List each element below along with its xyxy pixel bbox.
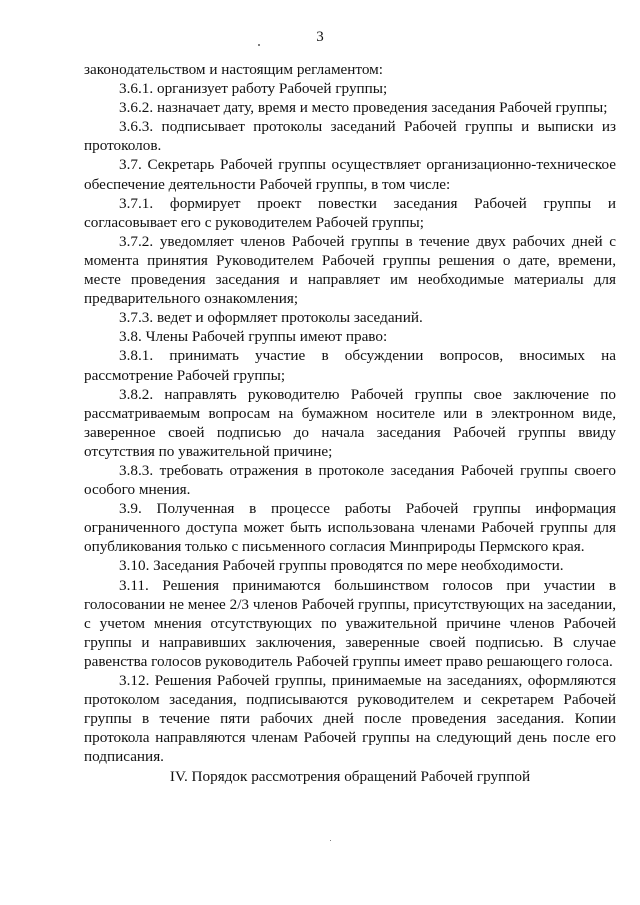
paragraph-3-7-1: 3.7.1. формирует проект повестки заседания Рабочей группы и согласовывает его с руководителем Рабочей группы; [84, 194, 616, 231]
page-number: 3 [316, 29, 324, 45]
paragraph-3-7: 3.7. Секретарь Рабочей группы осуществляет организационно-техническое обеспечение деятельности Рабочей группы, в том числе: [84, 156, 616, 193]
paragraph-continuation: законодательством и настоящим регламентом: [84, 61, 383, 78]
document-body [84, 60, 616, 787]
paragraph-3-8-1: 3.8.1. принимать участие в обсуждении вопросов, вносимых на рассмотрение Рабочей группы; [84, 347, 616, 384]
scan-speck [330, 840, 331, 841]
paragraph-3-11: 3.11. Решения принимаются большинством голосов при участии в голосовании не менее 2/3 членов Рабочей группы, присутствующих на заседании, с учетом мнения отсутствующих по уважительной причине членов Рабочей группы и направивших заключения, заверенные своей подписью. В случае равенства голосов руководитель Рабочей группы имеет право решающего голоса. [84, 576, 616, 670]
paragraph-3-9: 3.9. Полученная в процессе работы Рабочей группы информация ограниченного доступа может быть использована членами Рабочей группы для опубликования только с письменного согласия Минприроды Пермского края. [84, 500, 616, 556]
paragraph-3-7-2: 3.7.2. уведомляет членов Рабочей группы в течение двух рабочих дней с момента принятия Руководителем Рабочей группы решения о дате, времени, месте проведения заседания и направляет им необходимые материалы для предварительного ознакомления; [84, 232, 616, 308]
paragraph-3-6-2: 3.6.2. назначает дату, время и место проведения заседания Рабочей группы; [119, 99, 608, 117]
paragraph-3-8-2: 3.8.2. направлять руководителю Рабочей группы свое заключение по рассматриваемым вопросам на бумажном носителе или в электронном виде, заверенное своей подписью до начала заседания Рабочей группы ввиду отсутствия по уважительной причине; [84, 385, 616, 460]
paragraph-3-7-3: 3.7.3. ведет и оформляет протоколы заседаний. [119, 309, 423, 327]
paragraph-3-8-3: 3.8.3. требовать отражения в протоколе заседания Рабочей группы своего особого мнения. [84, 461, 616, 499]
section-heading: IV. Порядок рассмотрения обращений Рабочей группой [169, 768, 531, 786]
paragraph-3-12: 3.12. Решения Рабочей группы, принимаемые на заседаниях, оформляются протоколом заседания, подписываются руководителем и секретарем Рабочей группы в течение пяти рабочих дней после проведения заседания. Копии протокола направляются членам Рабочей группы на следующий день после его подписания. [84, 672, 616, 766]
paragraph-3-10: 3.10. Заседания Рабочей группы проводятся по мере необходимости. [119, 557, 564, 575]
paragraph-3-6-3: 3.6.3. подписывает протоколы заседаний Рабочей группы и выписки из протоколов. [84, 118, 616, 155]
paragraph-3-8: 3.8. Члены Рабочей группы имеют право: [119, 328, 388, 346]
paragraph-3-6-1: 3.6.1. организует работу Рабочей группы; [119, 80, 388, 98]
scan-speck [258, 44, 260, 46]
